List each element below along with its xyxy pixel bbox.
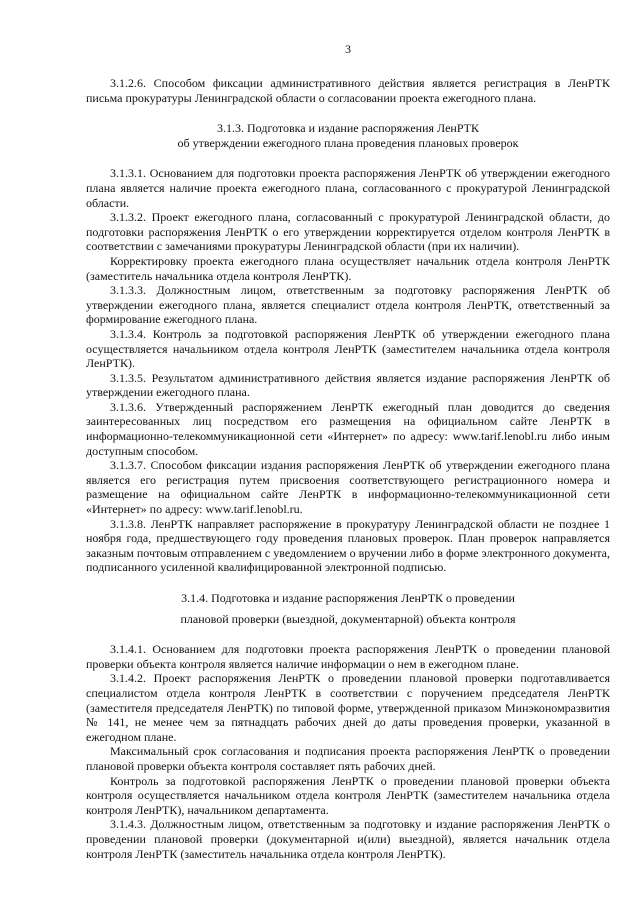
heading-line: 3.1.3. Подготовка и издание распоряжения ЛенРТК <box>217 121 479 136</box>
paragraph-control: Контроль за подготовкой распоряжения ЛенРТК о проведении плановой проверки объекта контроля осуществляется начальником отдела контроля ЛенРТК (заместителем начальника отдела контроля ЛенРТК), начальником департамента. <box>86 773 610 817</box>
paragraph-3-1-3-5: 3.1.3.5. Результатом административного действия является издание распоряжения ЛенРТК об утверждении ежегодного плана. <box>86 370 610 400</box>
heading-line: 3.1.4. Подготовка и издание распоряжения ЛенРТК о проведении <box>181 591 515 605</box>
heading-line: об утверждении ежегодного плана проведения плановых проверок <box>177 135 519 150</box>
paragraph-correction: Корректировку проекта ежегодного плана осуществляет начальник отдела контроля ЛенРТК (заместитель начальника отдела контроля ЛенРТК). <box>86 253 610 283</box>
paragraph-3-1-3-3: 3.1.3.3. Должностным лицом, ответственным за подготовку распоряжения ЛенРТК об утверждении ежегодного плана, является специалист отдела контроля ЛенРТК, ответственный за формирование ежегодного плана. <box>86 283 610 327</box>
paragraph-3-1-3-7: 3.1.3.7. Способом фиксации издания распоряжения ЛенРТК об утверждении ежегодного плана является его регистрация путем присвоения соответствующего регистрационного номера и размещение на официальном сайте ЛенРТК в информационно-телекоммуникационной сети «Интернет» по адресу: www.tarif.lenobl.ru. <box>86 458 610 517</box>
paragraph-3-1-3-2: 3.1.3.2. Проект ежегодного плана, согласованный с прокуратурой Ленинградской области, до подготовки распоряжения ЛенРТК о его утверждении корректируется отделом контроля ЛенРТК в соответствии с замечаниями прокуратуры Ленинградской области (при их наличии). <box>86 210 610 254</box>
section-heading-3-1-4 <box>86 591 610 626</box>
heading-line: плановой проверки (выездной, документарной) объекта контроля <box>180 611 516 626</box>
paragraph-3-1-2-6: 3.1.2.6. Способом фиксации административного действия является регистрация в ЛенРТК письма прокуратуры Ленинградской области о согласовании проекта ежегодного плана. <box>86 76 610 105</box>
paragraph-3-1-3-4: 3.1.3.4. Контроль за подготовкой распоряжения ЛенРТК об утверждении ежегодного плана осуществляется начальником отдела контроля ЛенРТК (заместителем начальника отдела контроля ЛенРТК). <box>86 326 610 371</box>
paragraph-3-1-3-1: 3.1.3.1. Основанием для подготовки проекта распоряжения ЛенРТК об утверждении ежегодного плана является наличие проекта ежегодного плана, согласованного с прокуратурой Ленинградской области. <box>86 166 610 210</box>
paragraph-max-term: Максимальный срок согласования и подписания проекта распоряжения ЛенРТК о проведении плановой проверки объекта контроля составляет пять рабочих дней. <box>86 744 610 773</box>
paragraph-3-1-4-1: 3.1.4.1. Основанием для подготовки проекта распоряжения ЛенРТК о проведении плановой проверки объекта контроля является наличие информации о нем в ежегодном плане. <box>86 642 610 671</box>
paragraph-3-1-4-2: 3.1.4.2. Проект распоряжения ЛенРТК о проведении плановой проверки подготавливается специалистом отдела контроля ЛенРТК в соответствии с поручением председателя ЛенРТК (заместителя председателя ЛенРТК) по типовой форме, утвержденной приказом Минэкономразвития № 141, не менее чем за пятнадцать рабочих дней до даты проведения проверки, указанной в ежегодном плане. <box>86 671 610 744</box>
page-number: 3 <box>345 42 351 56</box>
section-heading-3-1-3 <box>86 121 610 150</box>
paragraph-3-1-3-8: 3.1.3.8. ЛенРТК направляет распоряжение в прокуратуру Ленинградской области не позднее 1 ноября года, предшествующего году проведения плановых проверок. План проверок направляется заказным почтовым отправлением с уведомлением о вручении либо в форме электронного документа, подписанного усиленной квалифицированной электронной подписью. <box>86 516 610 575</box>
paragraph-3-1-3-6: 3.1.3.6. Утвержденный распоряжением ЛенРТК ежегодный план доводится до сведения заинтересованных лиц посредством его размещения на официальном сайте ЛенРТК в информационно-телекоммуникационной сети «Интернет» по адресу: www.tarif.lenobl.ru либо иным доступным способом. <box>86 399 610 458</box>
paragraph-3-1-4-3: 3.1.4.3. Должностным лицом, ответственным за подготовку и издание распоряжения ЛенРТК о проведении плановой проверки (документарной и(или) выездной), является начальник отдела контроля ЛенРТК (заместитель начальника отдела контроля ЛенРТК). <box>86 817 610 861</box>
